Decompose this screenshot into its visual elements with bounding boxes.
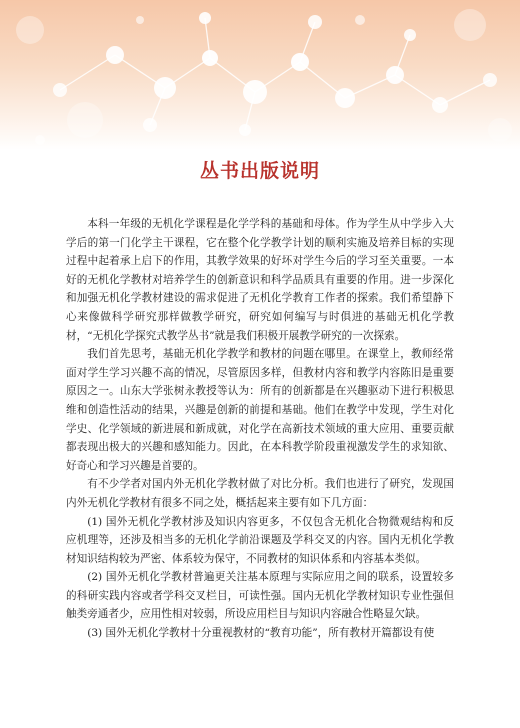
page-title: 丛书出版说明 — [199, 160, 320, 182]
preface-body — [66, 215, 454, 643]
molecule-bokeh-illustration — [0, 0, 520, 150]
paragraph: (2) 国外无机化学教材普遍更关注基本原理与实际应用之间的联系，设置较多的科研实践内容或者学科交叉栏目，可读性强。国内无机化学教材知识专业性强但触类旁通者少，应用性相对较弱，所设应用栏目与知识内容融合性略显欠缺。 — [66, 571, 454, 621]
paragraph: (1) 国外无机化学教材涉及知识内容更多，不仅包含无机化合物微观结构和反应机理等，还涉及相当多的无机化学前沿课题及学科交叉的内容。国内无机化学教材知识结构较为严密、体系较为保守，不同教材的知识体系和内容基本类似。 — [66, 515, 454, 565]
paragraph: 有不少学者对国内外无机化学教材做了对比分析。我们也进行了研究，发现国内外无机化学教材有很多不同之处，概括起来主要有如下几方面： — [66, 478, 454, 509]
header-decoration — [0, 0, 520, 150]
paragraph: 我们首先思考，基础无机化学教学和教材的问题在哪里。在课堂上，教师经常面对学生学习兴趣不高的情况，尽管原因多样，但教材内容和教学内容陈旧是重要原因之一。山东大学张树永教授等认为：所有的创新都是在兴趣驱动下进行积极思维和创造性活动的结果，兴趣是创新的前提和基础。他们在教学中发现，学生对化学史、化学领域的新进展和新成就，对化学在高新技术领域的重大应用、重要贡献都表现出极大的兴趣和感知能力。因此，在本科教学阶段重视激发学生的求知欲、好奇心和学习兴趣是首要的。 — [66, 348, 454, 472]
paragraph: (3) 国外无机化学教材十分重视教材的“教育功能”，所有教材开篇都设有使 — [87, 627, 435, 640]
paragraph: 本科一年级的无机化学课程是化学学科的基础和母体。作为学生从中学步入大学后的第一门化学主干课程，它在整个化学教学计划的顺利实施及培养目标的实现过程中起着承上启下的作用，其教学效果的好坏对学生今后的学习至关重要。一本好的无机化学教材对培养学生的创新意识和科学品质具有重要的作用。进一步深化和加强无机化学教材建设的需求促进了无机化学教育工作者的探索。我们希望静下心来像做科学研究那样做教学研究，研究如何编写与时俱进的基础无机化学教材，“无机化学探究式教学丛书”就是我们积极开展教学研究的一次探索。 — [66, 218, 454, 342]
